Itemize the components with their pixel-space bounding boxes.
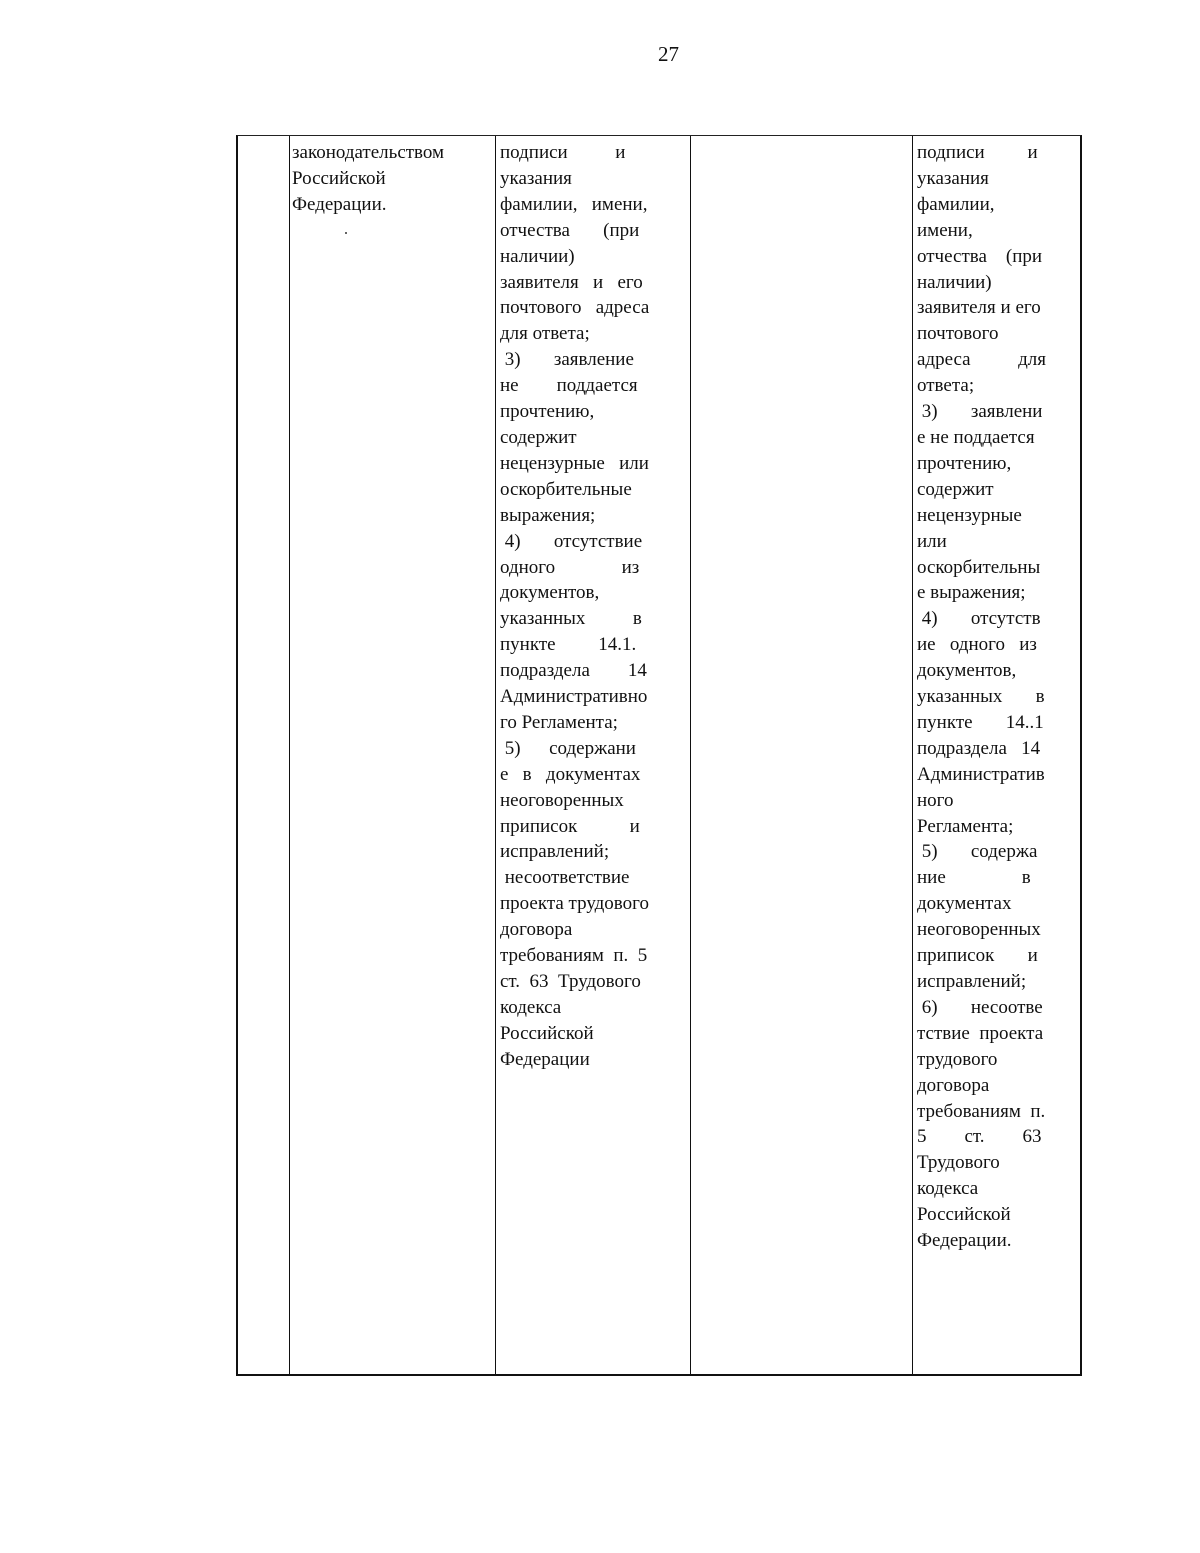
requirements-table: [236, 135, 1082, 1376]
cell-text: подписи и указания фамилии, имени, отчества (при наличии) заявителя и его почтового адреса для ответа; 3) заявление не поддается прочтению, содержит нецензурные или оскорбительные выражения; 4) отсутствие одного из документов, указанных в пункте 14.1. подраздела 14 Административно го Регламента; 5) содержани е в документах неоговоренных приписок и исправлений; несоответствие проекта трудового договора требованиям п. 5 ст. 63 Трудового кодекса Российской Федерации: [500, 142, 650, 1070]
table-cell-empty: [690, 136, 912, 1374]
table-cell-legislation: [289, 136, 495, 1374]
cell-text: подписи и указания фамилии, имени, отчества (при наличии) заявителя и его почтового адреса для ответа; 3) заявлени е не поддается прочтению, содержит нецензурные или оскорбительны е выражения; 4) отсутств ие одного из документов, указанных в пункте 14..1 подраздела 14 Административ ного Регламента; 5) содержа ние в документах неоговоренных приписок и исправлений; 6) несоотве тствие проекта трудового договора требованиям п. 5 ст. 63 Трудового кодекса Российской Федерации.: [917, 142, 1046, 1252]
cell-text: [238, 136, 289, 140]
scan-speck: [345, 232, 347, 234]
table-cell-grounds-list: [495, 136, 690, 1374]
table-cell-number: [238, 136, 289, 1374]
page-number: 27: [658, 42, 679, 66]
table-cell-grounds-list-full: [912, 136, 1080, 1374]
cell-text: [691, 136, 912, 140]
cell-text: законодательством Российской Федерации.: [292, 142, 445, 215]
